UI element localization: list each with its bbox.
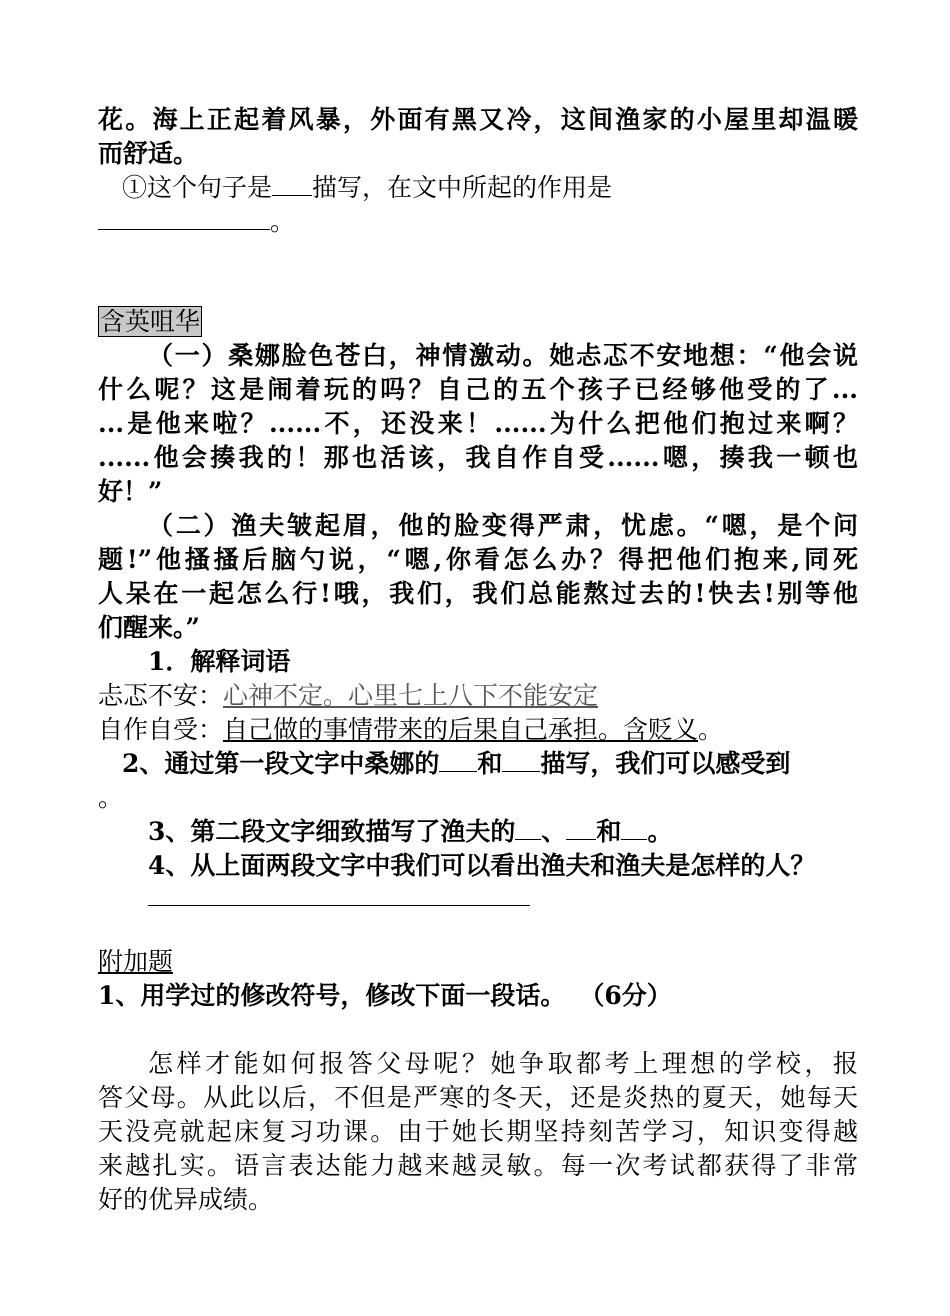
extra-question-1: 1、用学过的修改符号，修改下面一段话。 （6分）: [98, 981, 672, 1010]
question-4-line: 4、从上面两段文字中我们可以看出渔夫和渔夫是怎样的人？: [148, 851, 816, 880]
paragraph-1-line: （一）桑娜脸色苍白，神情激动。她忐忑不安地想：“他会说: [148, 341, 858, 370]
paragraph-2-line: （二）渔夫皱起眉，他的脸变得严肃，忧虑。“嗯，是个问: [148, 511, 858, 540]
question-title: 1．解释词语: [148, 647, 291, 676]
edit-paragraph-line: 好的优异成绩。: [98, 1185, 274, 1214]
paragraph-1-line: ......他会揍我的！那也活该，我自作自受......嗯，揍我一顿也: [98, 443, 858, 472]
edit-paragraph-line: 怎样才能如何报答父母呢？她争取都考上理想的学校，报: [148, 1049, 858, 1078]
answer-blank[interactable]: [502, 749, 540, 772]
paragraph-1-line: 好！”: [98, 477, 163, 506]
edit-paragraph-line: 来越扎实。语言表达能力越来越灵敏。每一次考试都获得了非常: [98, 1151, 858, 1180]
question-1-answer-line: 。: [98, 205, 858, 239]
word-explanation-1: 忐忑不安：心神不定。心里七上八下不能安定: [98, 681, 599, 710]
answer-blank[interactable]: [439, 749, 477, 772]
passage-line: 而舒适。: [98, 139, 199, 168]
section-heading: 附加题: [98, 947, 174, 976]
paragraph-1-line: ...是他来啦？......不，还没来！......为什么把他们抱过来啊？: [98, 409, 858, 438]
edit-paragraph-line: 答父母。从此以后，不但是严寒的冬天，还是炎热的夏天，她每天: [98, 1083, 858, 1112]
answer-blank[interactable]: [272, 173, 312, 196]
question-1-line: ①这个句子是 描写，在文中所起的作用是: [122, 173, 613, 202]
answer-blank[interactable]: [621, 817, 647, 840]
paragraph-2-line: 人呆在一起怎么行!哦，我们，我们总能熬过去的!快去!别等他: [98, 579, 858, 608]
answer-blank[interactable]: [98, 207, 270, 230]
paragraph-2-line: 题!”他搔搔后脑勺说，“嗯,你看怎么办？得把他们抱来,同死: [98, 545, 858, 574]
question-3-line: 3、第二段文字细致描写了渔夫的 、 和 。: [148, 817, 673, 846]
passage-line: 花。海上正起着风暴，外面有黑又冷，这间渔家的小屋里却温暖: [98, 105, 858, 134]
answer-line[interactable]: [148, 905, 530, 906]
section-heading: 含英咀华: [100, 307, 201, 336]
question-2-line: 2、通过第一段文字中桑娜的 和 描写，我们可以感受到: [122, 749, 791, 778]
paragraph-2-line: 们醒来。”: [98, 613, 200, 642]
edit-paragraph-line: 天没亮就起床复习功课。由于她长期坚持刻苦学习，知识变得越: [98, 1117, 858, 1146]
answer-blank[interactable]: [566, 817, 596, 840]
question-2-end: 。: [98, 783, 124, 812]
word-explanation-2: 自作自受：自己做的事情带来的后果自己承担。含贬义。: [98, 715, 724, 744]
paragraph-1-line: 什么呢？这是闹着玩的吗？自己的五个孩子已经够他受的了...: [98, 375, 858, 404]
answer-blank[interactable]: [515, 817, 541, 840]
